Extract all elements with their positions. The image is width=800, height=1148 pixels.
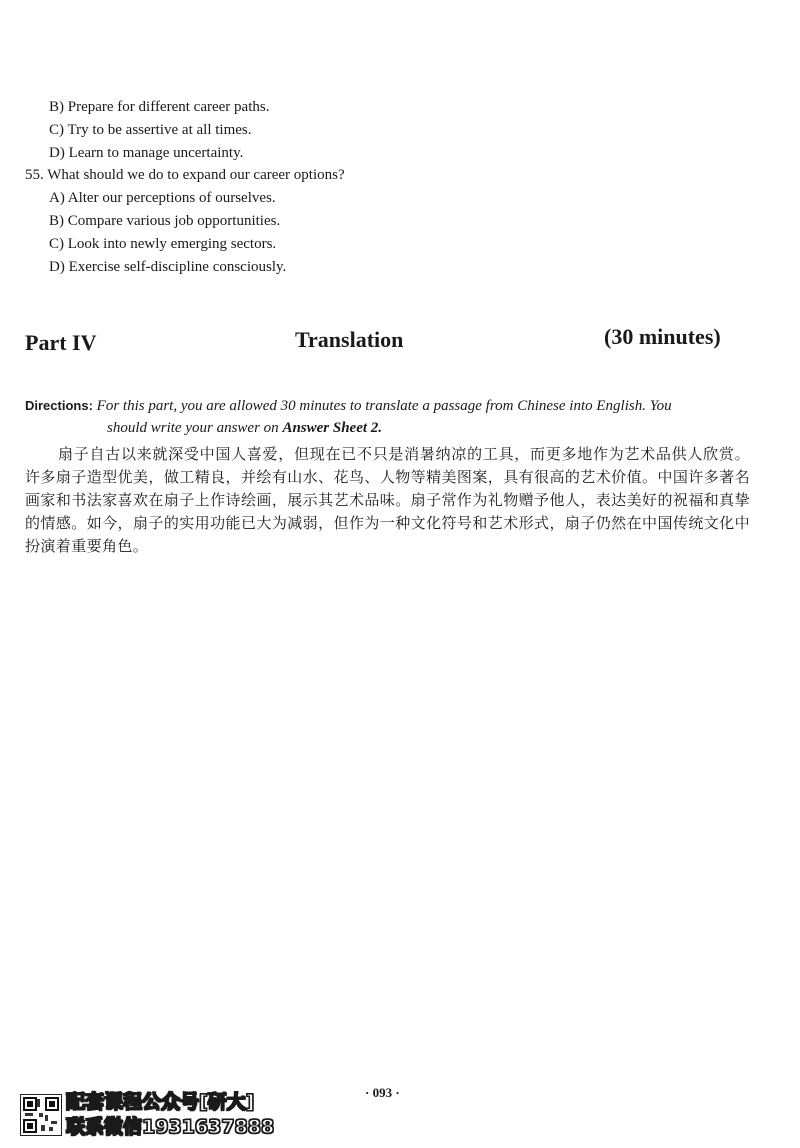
q54-option-c: C) Try to be assertive at all times. bbox=[49, 122, 252, 138]
page-number: · 093 · bbox=[365, 1085, 400, 1100]
q55-option-a: A) Alter our perceptions of ourselves. bbox=[49, 190, 276, 206]
q55-option-d: D) Exercise self-discipline consciously. bbox=[49, 259, 287, 275]
q55-option-b: B) Compare various job opportunities. bbox=[49, 213, 281, 229]
answer-sheet-reference: Answer Sheet 2. bbox=[282, 420, 383, 436]
part-title: Translation bbox=[295, 327, 404, 352]
watermark-line-2: 联系微信1931637888 bbox=[66, 1116, 275, 1138]
directions bbox=[25, 395, 740, 439]
directions-text: For this part, you are allowed 30 minutes to translate a passage from Chinese into English. You bbox=[96, 398, 672, 414]
part-label: Part IV bbox=[25, 330, 97, 355]
q54-option-b: B) Prepare for different career paths. bbox=[49, 99, 270, 115]
translation-passage: 扇子自古以来就深受中国人喜爱，但现在已不只是消暑纳凉的工具，而更多地作为艺术品供人欣赏。许多扇子造型优美，做工精良，并绘有山水、花鸟、人物等精美图案，具有很高的艺术价值。中国许多著名画家和书法家喜欢在扇子上作诗绘画，展示其艺术品味。扇子常作为礼物赠予他人，表达美好的祝福和真挚的情感。如今，扇子的实用功能已大为减弱，但作为一种文化符号和艺术形式，扇子仍然在中国传统文化中扮演着重要角色。 bbox=[25, 445, 750, 555]
q54-option-d: D) Learn to manage uncertainty. bbox=[49, 145, 244, 161]
part-time: (30 minutes) bbox=[604, 324, 721, 349]
q55-stem: 55. What should we do to expand our career options? bbox=[25, 167, 345, 183]
directions-label: Directions: bbox=[25, 398, 93, 413]
directions-text-cont: should write your answer on bbox=[107, 420, 283, 436]
watermark-line-1: 配套课程公众号[研大] bbox=[66, 1091, 255, 1113]
qr-code-icon bbox=[20, 1094, 62, 1136]
directions-continuation bbox=[25, 417, 740, 439]
q55-option-c: C) Look into newly emerging sectors. bbox=[49, 236, 277, 252]
